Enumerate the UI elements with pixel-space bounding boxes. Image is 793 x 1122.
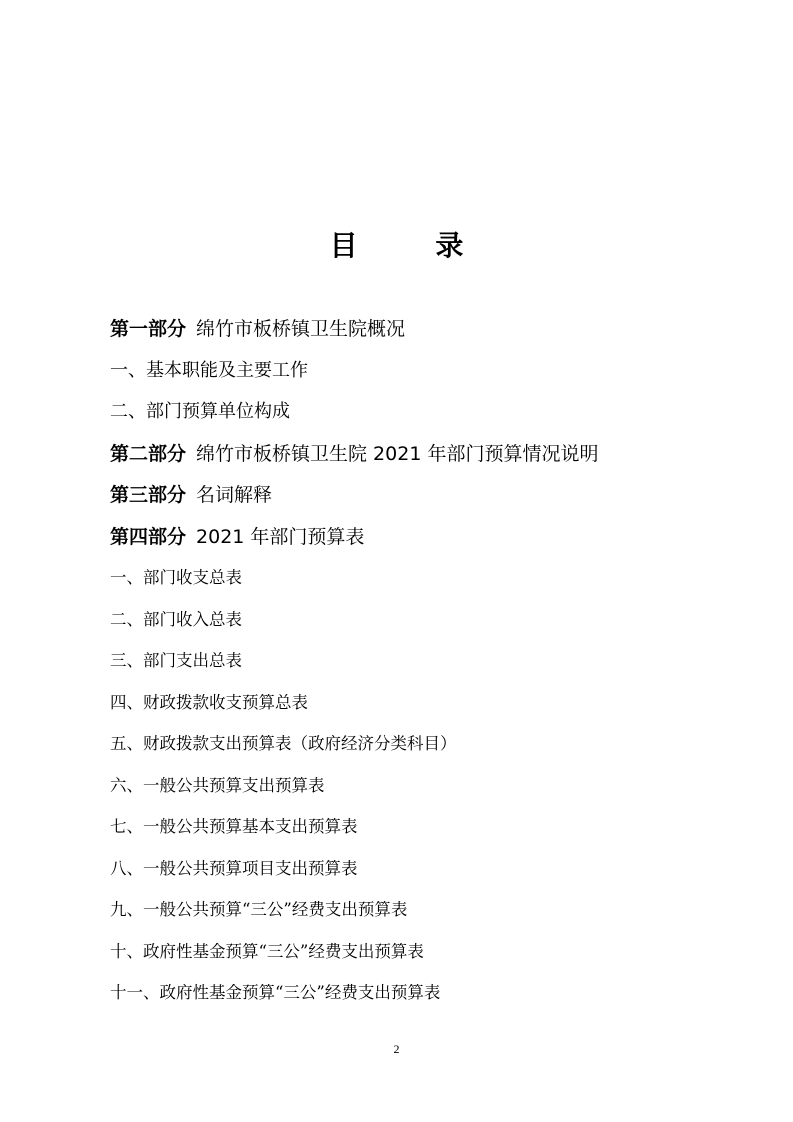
- toc-item[interactable]: 一、基本职能及主要工作: [110, 359, 308, 381]
- toc-part-3[interactable]: [110, 481, 730, 523]
- toc-part-1[interactable]: [110, 315, 730, 357]
- toc-part-2[interactable]: [110, 440, 730, 482]
- page-title: 目 录: [329, 229, 498, 262]
- part-label: 第四部分: [110, 525, 187, 548]
- toc-item[interactable]: 二、部门预算单位构成: [110, 401, 290, 422]
- toc-table-item[interactable]: 四、财政拨款收支预算总表: [110, 692, 308, 712]
- toc-table-item[interactable]: 一、部门收支总表: [110, 568, 242, 587]
- part-label: 第三部分: [110, 484, 187, 506]
- toc-table-item[interactable]: 五、财政拨款支出预算表（政府经济分类科目）: [110, 734, 457, 753]
- part-text: 绵竹市板桥镇卫生院 2021 年部门预算情况说明: [196, 442, 599, 465]
- part-text: 名词解释: [196, 484, 273, 506]
- toc-table-item[interactable]: 六、一般公共预算支出预算表: [110, 775, 325, 795]
- toc-table-item[interactable]: 九、一般公共预算“三公”经费支出预算表: [110, 900, 408, 919]
- toc-table-item[interactable]: 二、部门收入总表: [110, 609, 242, 629]
- part-label: 第二部分: [110, 442, 187, 465]
- toc-table-item[interactable]: 三、部门支出总表: [110, 651, 242, 670]
- toc-part-4[interactable]: [110, 523, 730, 565]
- table-of-contents: [110, 315, 730, 1021]
- toc-table-item[interactable]: 七、一般公共预算基本支出预算表: [110, 817, 358, 836]
- toc-table-item[interactable]: 十一、政府性基金预算“三公”经费支出预算表: [110, 983, 441, 1002]
- part-text: 2021 年部门预算表: [196, 525, 365, 548]
- toc-table-item[interactable]: 八、一般公共预算项目支出预算表: [110, 858, 358, 878]
- page-number: 2: [393, 1042, 400, 1056]
- part-text: 绵竹市板桥镇卫生院概况: [196, 318, 406, 340]
- part-label: 第一部分: [110, 318, 187, 340]
- toc-table-item[interactable]: 十、政府性基金预算“三公”经费支出预算表: [110, 941, 424, 961]
